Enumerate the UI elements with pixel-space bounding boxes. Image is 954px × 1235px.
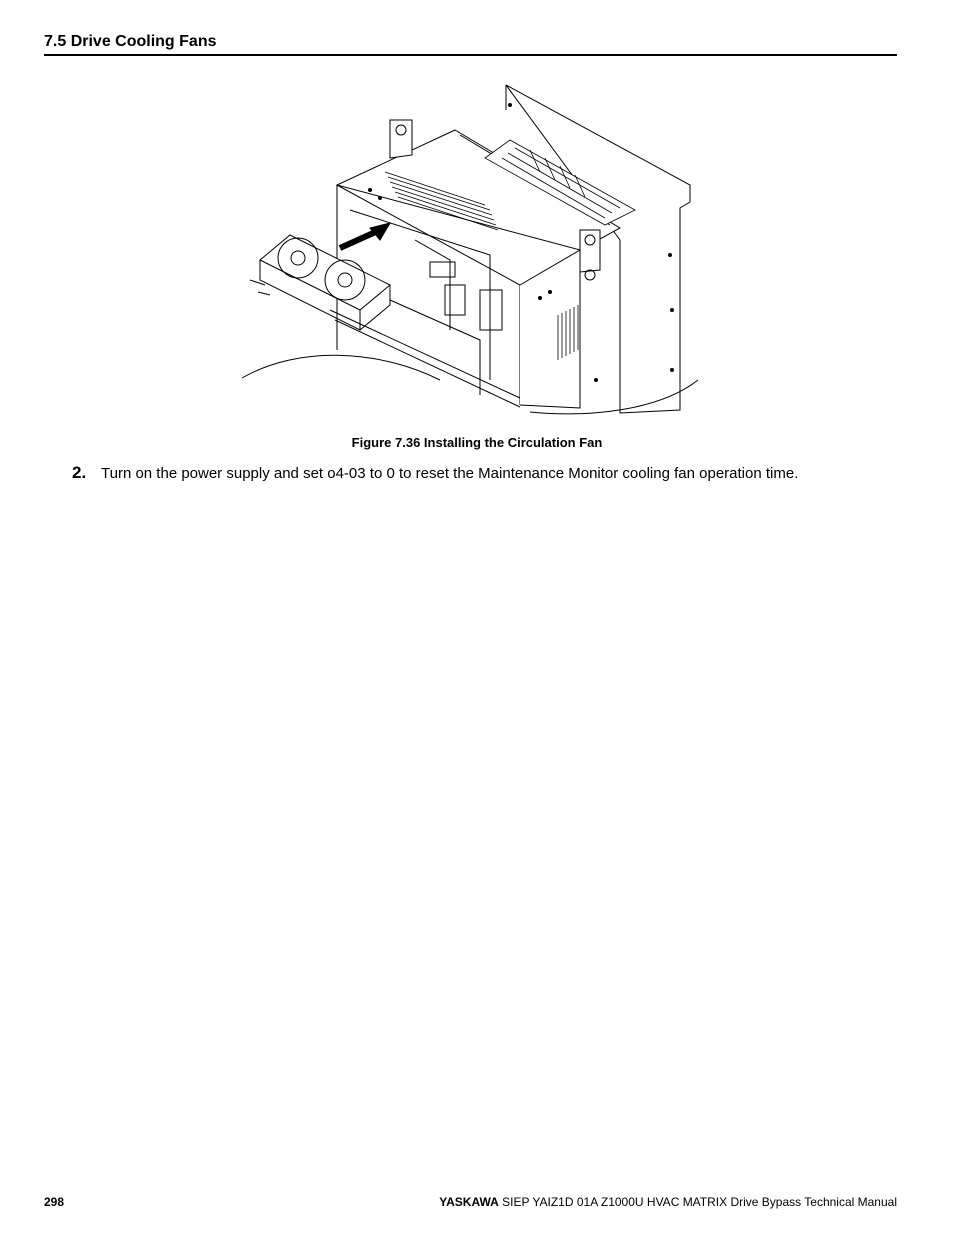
- page-number: 298: [44, 1195, 65, 1209]
- fan-installation-illustration: [240, 80, 700, 420]
- header-rule: [44, 54, 897, 56]
- figure-circulation-fan: [240, 80, 700, 420]
- figure-caption: Figure 7.36 Installing the Circulation Fan: [351, 435, 603, 450]
- footer-brand: YASKAWA: [439, 1195, 499, 1209]
- step-number: 2.: [72, 463, 87, 482]
- section-title: 7.5 Drive Cooling Fans: [44, 33, 217, 50]
- step-item: [72, 463, 798, 483]
- footer-manual-title: [439, 1195, 897, 1209]
- footer-manual-name: SIEP YAIZ1D 01A Z1000U HVAC MATRIX Drive Bypass Technical Manual: [502, 1195, 897, 1209]
- step-text: Turn on the power supply and set o4-03 to 0 to reset the Maintenance Monitor cooling fan operation time.: [101, 465, 799, 482]
